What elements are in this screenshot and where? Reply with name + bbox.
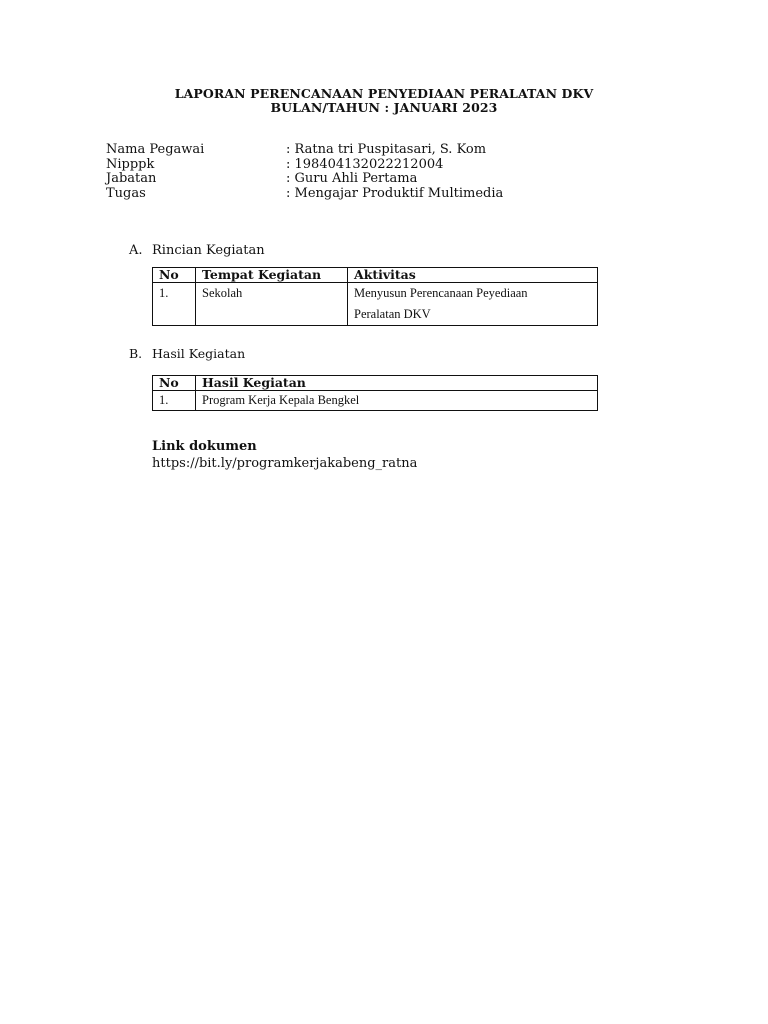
cell-no: 1.: [153, 391, 196, 411]
section-letter: A.: [129, 243, 143, 258]
table-row: [153, 283, 598, 326]
section-title: Hasil Kegiatan: [152, 346, 246, 361]
column-header: Tempat Kegiatan: [196, 268, 348, 283]
info-row-name: [106, 143, 503, 158]
aktivitas-line: Peralatan DKV: [354, 307, 431, 321]
info-value: : 198404132022212004: [286, 156, 444, 172]
cell-aktivitas: [348, 283, 598, 326]
report-period: BULAN/TAHUN : JANUARI 2023: [270, 100, 498, 115]
cell-tempat: Sekolah: [196, 283, 348, 326]
info-value: : Mengajar Produktif Multimedia: [286, 185, 504, 201]
info-label: Nipppk: [106, 156, 155, 172]
cell-hasil: Program Kerja Kepala Bengkel: [196, 391, 598, 411]
column-header: No: [153, 376, 196, 391]
rincian-kegiatan-table: [152, 267, 598, 326]
report-title: LAPORAN PERENCANAAN PENYEDIAAN PERALATAN DKV: [174, 86, 594, 101]
section-b-heading: [129, 346, 245, 361]
info-row-jabatan: [106, 172, 503, 187]
info-value: : Guru Ahli Pertama: [286, 171, 418, 186]
column-header: Hasil Kegiatan: [196, 376, 598, 391]
info-row-tugas: [106, 187, 503, 202]
cell-no: 1.: [153, 283, 196, 326]
document-link[interactable]: https://bit.ly/programkerjakabeng_ratna: [152, 456, 418, 471]
info-value: : Ratna tri Puspitasari, S. Kom: [286, 142, 487, 157]
table-header-row: [153, 376, 598, 391]
hasil-kegiatan-table: [152, 375, 598, 411]
table-row: [153, 391, 598, 411]
link-section: [152, 438, 417, 472]
section-letter: B.: [129, 346, 143, 361]
employee-info: [106, 143, 503, 201]
column-header: No: [153, 268, 196, 283]
info-label: Nama Pegawai: [106, 142, 205, 157]
info-row-nipppk: [106, 158, 503, 173]
section-a-heading: [129, 243, 265, 258]
info-label: Jabatan: [106, 171, 157, 186]
table-header-row: [153, 268, 598, 283]
section-title: Rincian Kegiatan: [152, 243, 265, 258]
column-header: Aktivitas: [348, 268, 598, 283]
aktivitas-line: Menyusun Perencanaan Peyediaan: [354, 286, 528, 300]
info-label: Tugas: [106, 185, 146, 201]
link-title: Link dokumen: [152, 439, 257, 454]
